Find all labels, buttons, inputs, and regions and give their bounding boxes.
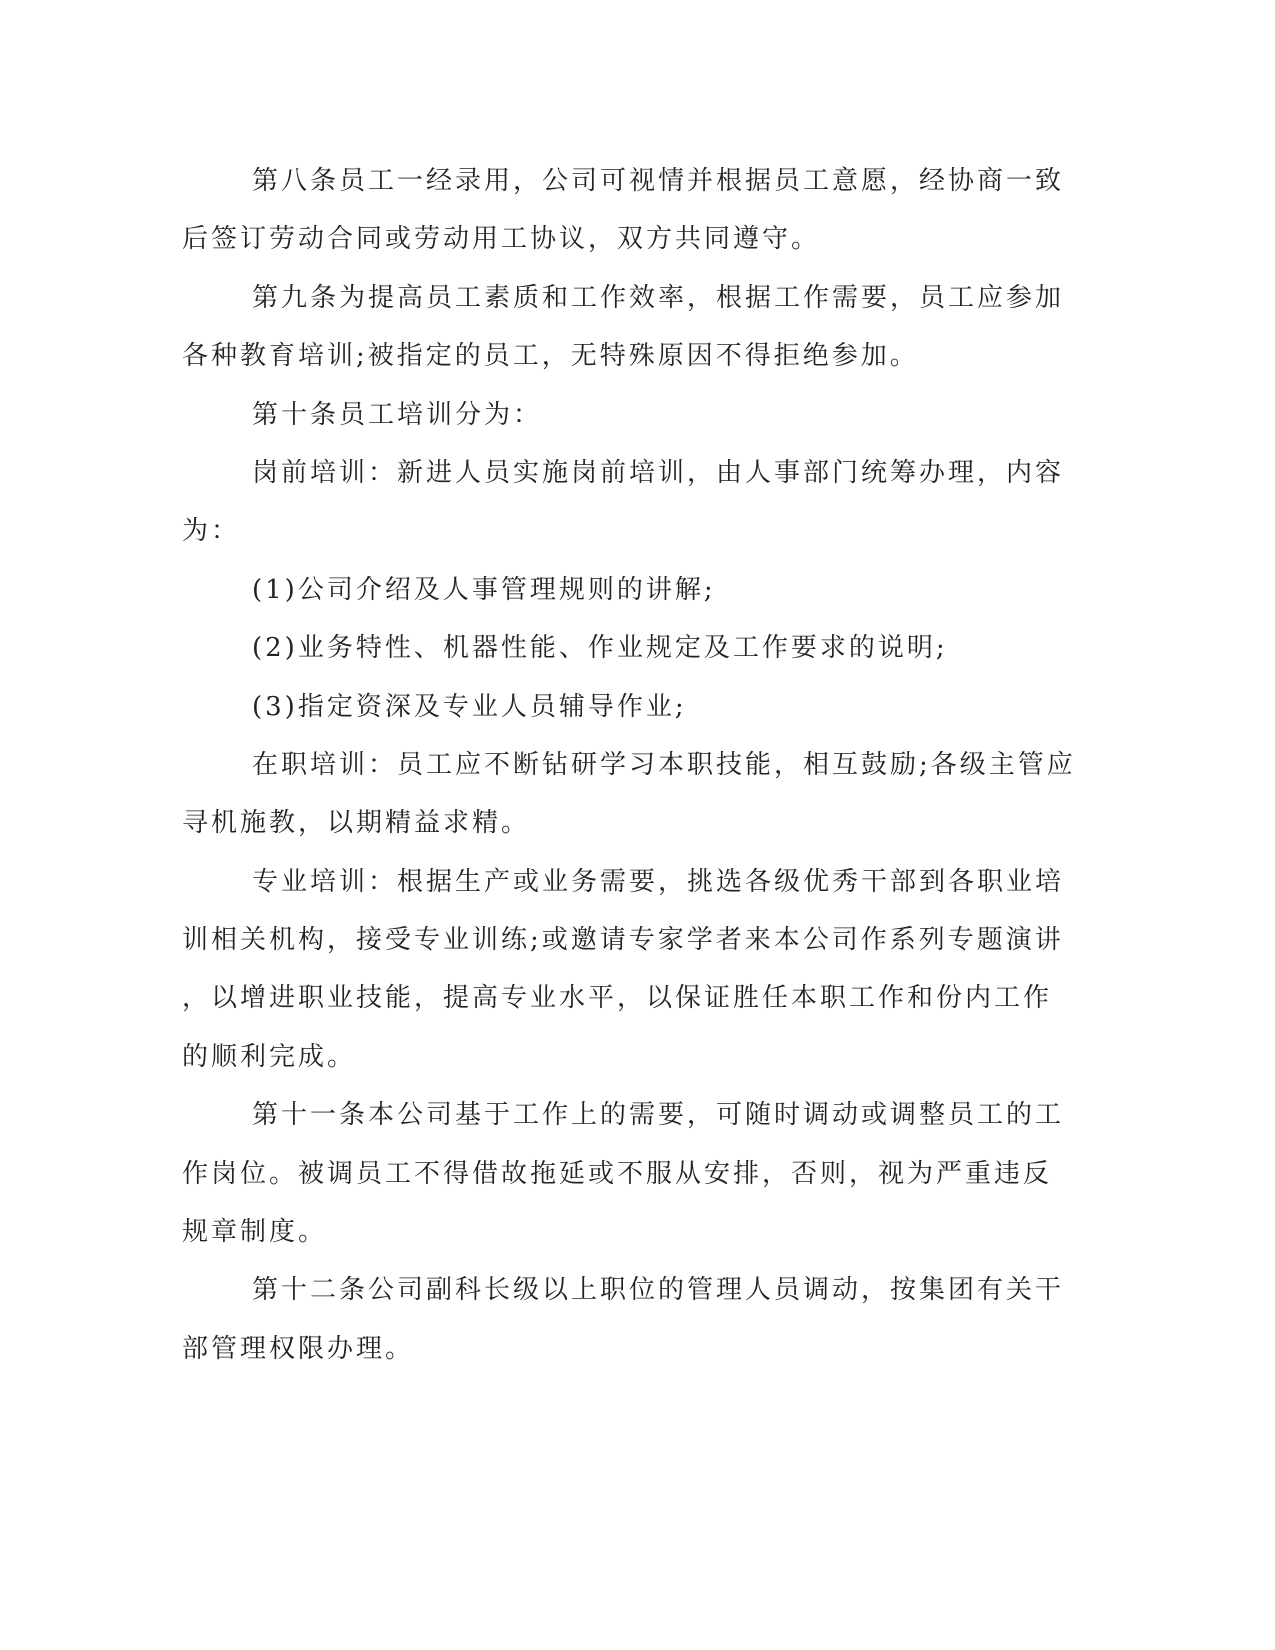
- text-line: ，以增进职业技能，提高专业水平，以保证胜任本职工作和份内工作: [182, 983, 1053, 1014]
- text-line: 第十二条公司副科长级以上职位的管理人员调动，按集团有关干: [252, 1275, 1065, 1306]
- text-line: 作岗位。被调员工不得借故拖延或不服从安排，否则，视为严重违反: [182, 1158, 1053, 1189]
- text-line: 专业培训：根据生产或业务需要，挑选各级优秀干部到各职业培: [252, 866, 1065, 897]
- text-line: 部管理权限办理。: [182, 1333, 415, 1364]
- text-line: 寻机施教，以期精益求精。: [182, 808, 531, 839]
- text-line: 在职培训：员工应不断钻研学习本职技能，相互鼓励;各级主管应: [252, 749, 1076, 780]
- text-line: 训相关机构，接受专业训练;或邀请专家学者来本公司作系列专题演讲: [182, 925, 1064, 956]
- text-line: 岗前培训：新进人员实施岗前培训，由人事部门统筹办理，内容: [252, 457, 1065, 488]
- text-line: 第九条为提高员工素质和工作效率，根据工作需要，员工应参加: [252, 282, 1065, 313]
- text-line: 第十条员工培训分为：: [252, 399, 543, 430]
- text-line: 为：: [182, 516, 241, 547]
- text-line: 各种教育培训;被指定的员工，无特殊原因不得拒绝参加。: [182, 341, 919, 372]
- text-line: 的顺利完成。: [182, 1041, 357, 1072]
- text-line: 规章制度。: [182, 1217, 328, 1248]
- text-line: 后签订劳动合同或劳动用工协议，双方共同遵守。: [182, 224, 821, 255]
- text-line: (2)业务特性、机器性能、作业规定及工作要求的说明;: [252, 633, 948, 664]
- text-line: (3)指定资深及专业人员辅导作业;: [252, 691, 687, 722]
- text-line: (1)公司介绍及人事管理规则的讲解;: [252, 574, 716, 605]
- text-line: 第十一条本公司基于工作上的需要，可随时调动或调整员工的工: [252, 1100, 1065, 1131]
- text-line: 第八条员工一经录用，公司可视情并根据员工意愿，经协商一致: [252, 166, 1065, 196]
- document-body: [182, 152, 1076, 1378]
